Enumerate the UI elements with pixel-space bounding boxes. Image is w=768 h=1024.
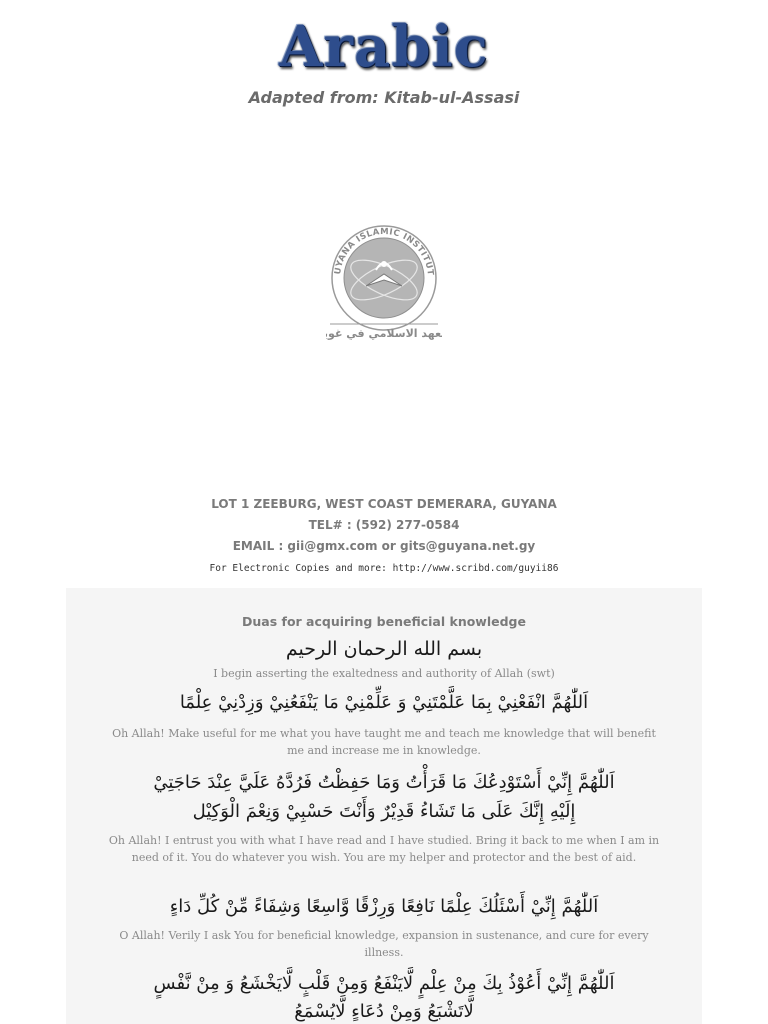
electronic-copies-line: For Electronic Copies and more: http://www.scribd.com/guyii86 bbox=[209, 563, 559, 574]
dua-3-translation: O Allah! Verily I ask You for beneficial knowledge, expansion in sustenance, and cure for every illness. bbox=[119, 929, 649, 959]
address-line: LOT 1 ZEEBURG, WEST COAST DEMERARA, GUYANA bbox=[211, 497, 557, 511]
dua-2-translation: Oh Allah! I entrust you with what I have read and I have studied. Bring it back to me when I am in need of it. You do whatever you wish. You are my helper and protector and the best of aid. bbox=[108, 834, 660, 864]
contact-block bbox=[0, 494, 768, 581]
dua-2-arabic-line-2: إِلَيْهِ إِنَّكَ عَلَى مَا تَشَاءُ قَدِيْرٌ وَأَنْتَ حَسْبِيْ وَنِعْمَ الْوَكِيْل bbox=[192, 801, 576, 822]
duas-heading: Duas for acquiring beneficial knowledge bbox=[242, 614, 526, 629]
logo-ring-text: UYANA ISLAMIC INSTITUT bbox=[333, 226, 436, 277]
email-line: EMAIL : gii@gmx.com or gits@guyana.net.gy bbox=[232, 539, 536, 553]
duas-panel bbox=[66, 588, 702, 1024]
dua-1-translation: Oh Allah! Make useful for me what you have taught me and teach me knowledge that will benefit me and increase me in knowledge. bbox=[112, 727, 656, 757]
document-title: Arabic bbox=[279, 14, 489, 80]
institute-seal-icon bbox=[326, 220, 442, 340]
dua-4-arabic-line-2: لَّاتَشْبَعُ وَمِنْ دُعَاءٍ لَّايُسْمَعُ bbox=[294, 1001, 474, 1022]
logo-arabic-caption: عهد الاسلامي في غو bbox=[328, 327, 442, 340]
bismillah-arabic: بسم الله الرحمان الرحيم bbox=[285, 638, 483, 660]
telephone-line: TEL# : (592) 277-0584 bbox=[308, 518, 460, 532]
bismillah-translation: I begin asserting the exaltedness and authority of Allah (swt) bbox=[213, 667, 555, 680]
dua-3-arabic: اَللّٰهُمَّ إِنِّيْ أَسْئَلُكَ عِلْمًا نَافِعًا وَرِزْقًا وَّاسِعًا وَشِفَاءً مِّنْ كُلِّ دَاءٍ bbox=[169, 896, 599, 917]
adapted-from-subtitle: Adapted from: Kitab-ul-Assasi bbox=[248, 88, 520, 107]
dua-2-arabic-line-1: اَللّٰهُمَّ إِنِّيْ أَسْتَوْدِعُكَ مَا قَرَأْتُ وَمَا حَفِظْتُ فَرُدَّهُ عَلَيَّ عِنْدَ حَاجَتِيْ bbox=[153, 772, 615, 793]
dua-1-arabic: اَللّٰهُمَّ انْفَعْنِيْ بِمَا عَلَّمْتَنِيْ وَ عَلِّمْنِيْ مَا يَنْفَعُنِيْ وَزِدْنِيْ عِلْمًا bbox=[179, 692, 589, 713]
dua-4-arabic-line-1: اَللّٰهُمَّ إِنِّيْ أَعُوْذُ بِكَ مِنْ عِلْمٍ لَّايَنْفَعُ وَمِنْ قَلْبٍ لَّايَخْشَعُ وَ مِنْ نَّفْسٍ bbox=[153, 973, 615, 994]
institute-logo bbox=[326, 220, 442, 340]
